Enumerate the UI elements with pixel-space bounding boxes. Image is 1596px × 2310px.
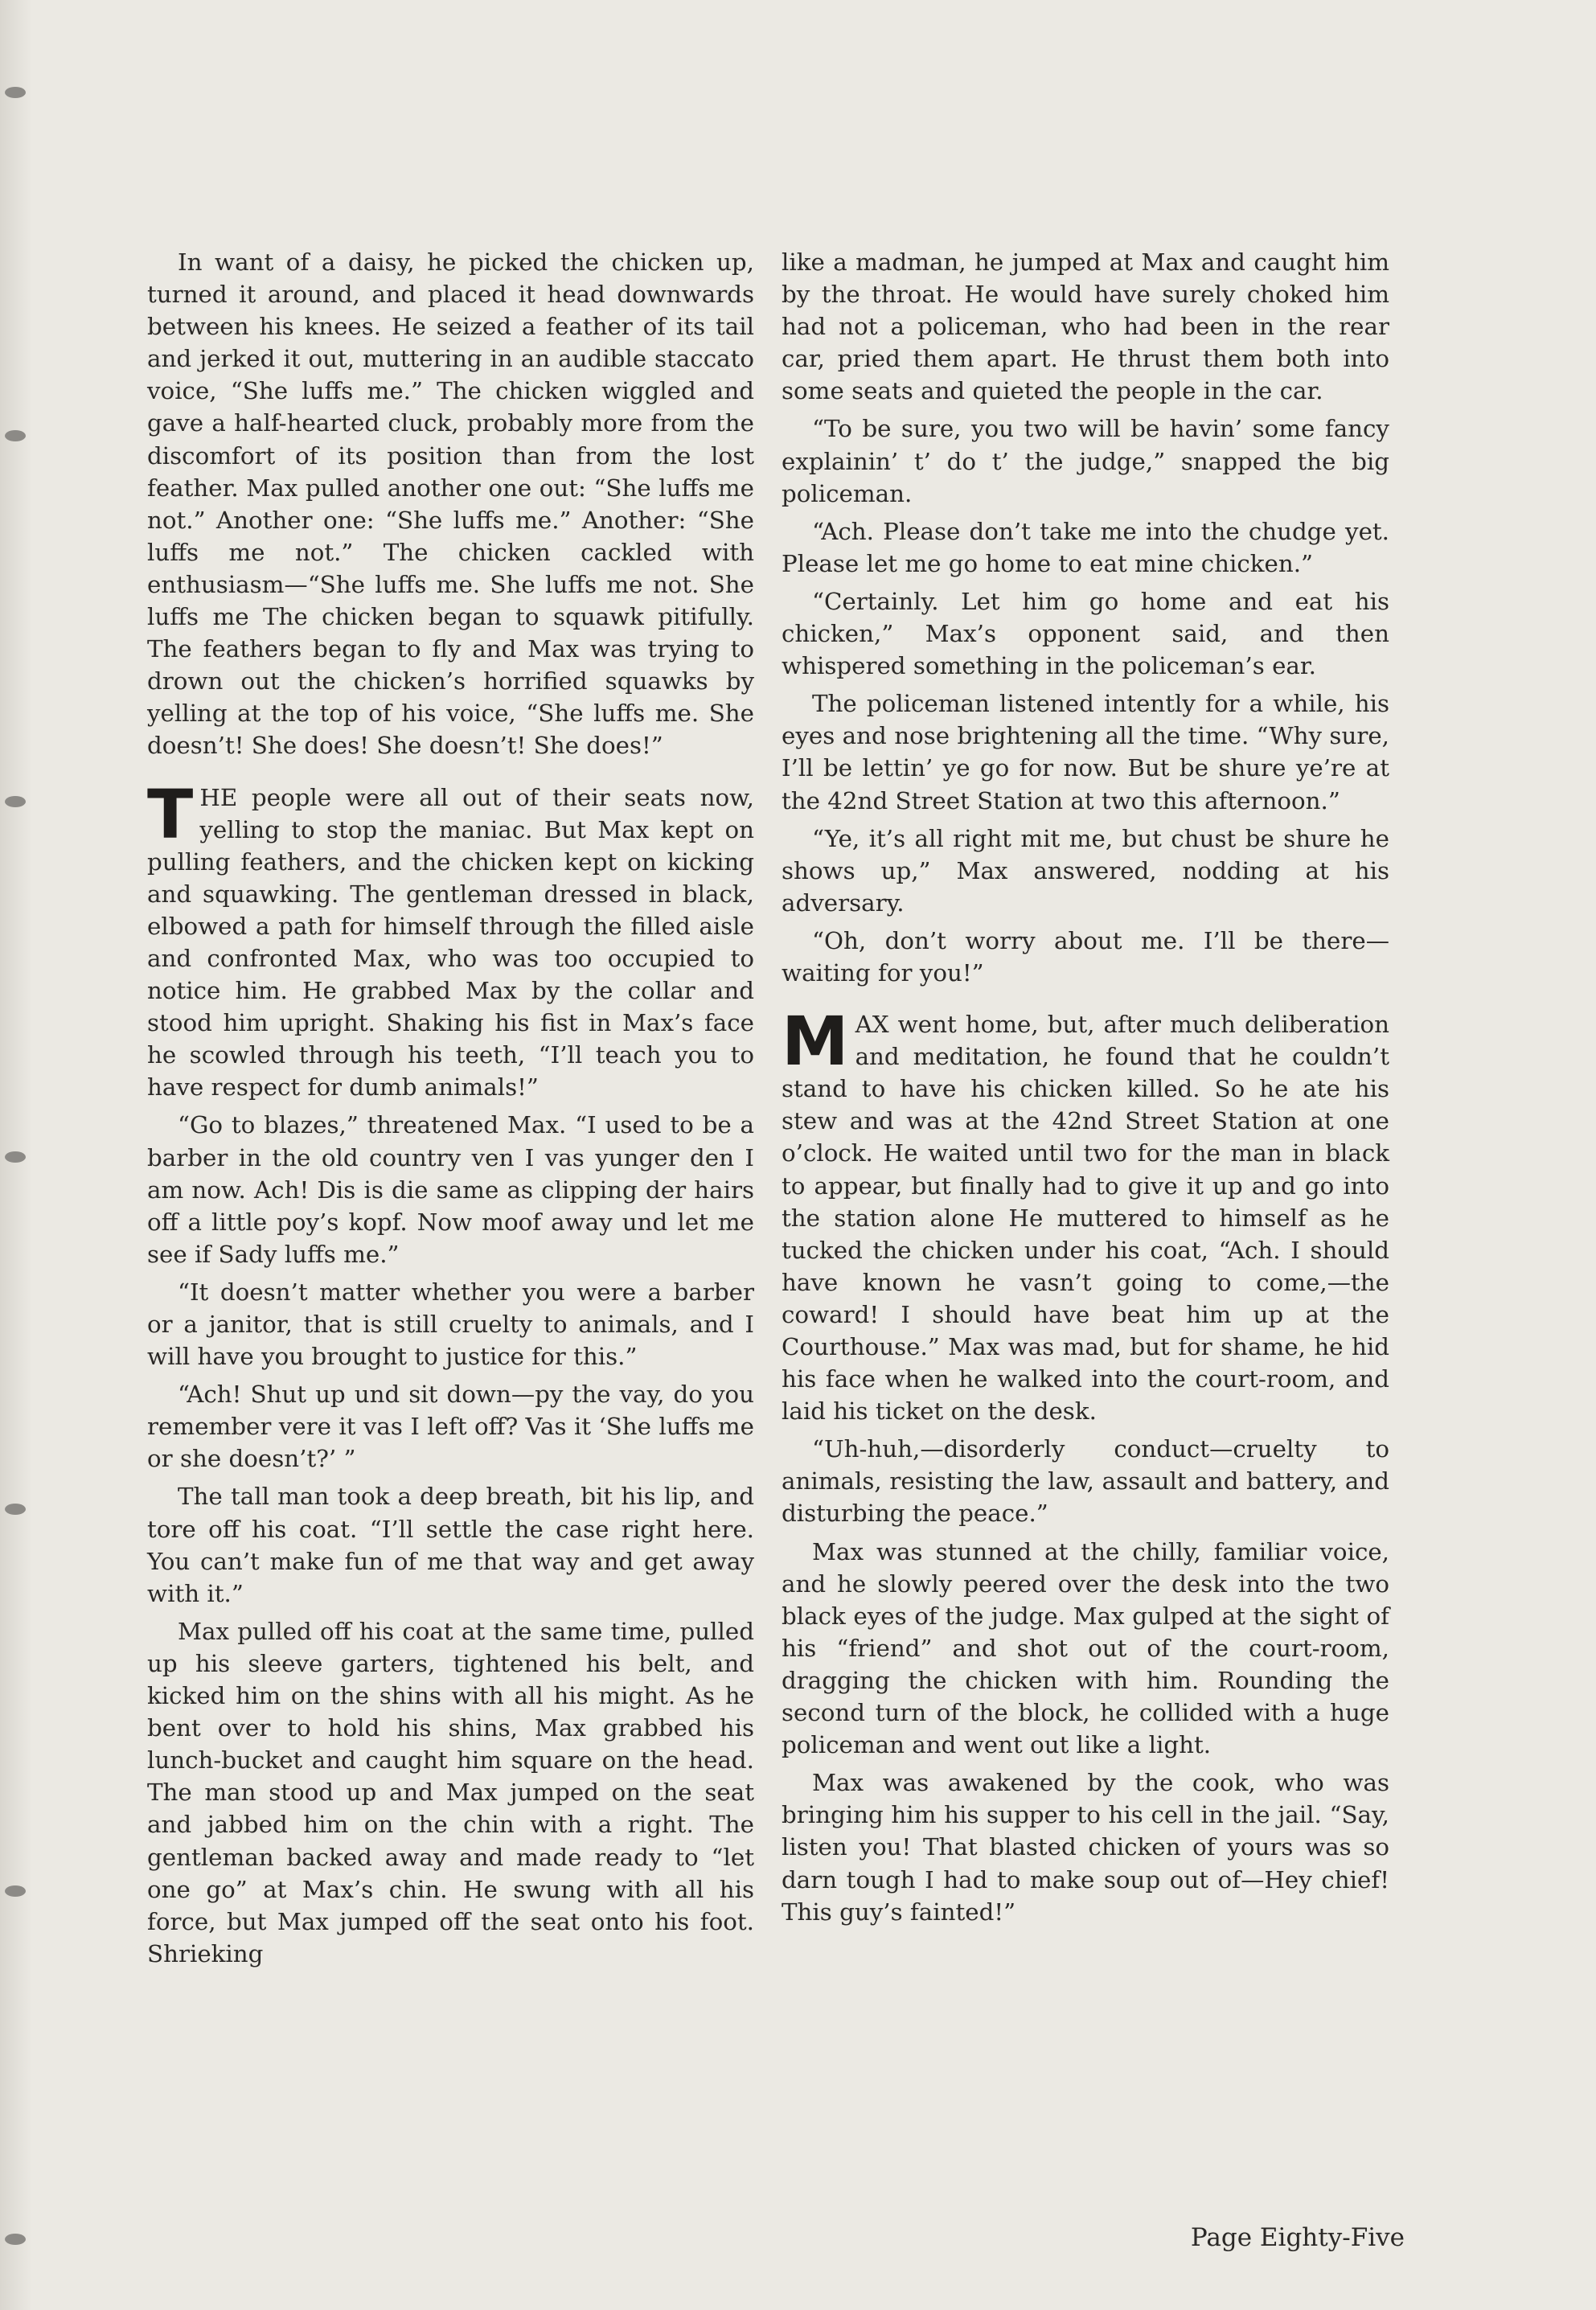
punch-hole-icon (5, 1504, 26, 1515)
paragraph: In want of a daisy, he picked the chicken up, turned it around, and placed it head downwards between his knees. He seized a feather of its tail and jerked it out, muttering in an audible staccato voice, “She luffs me.” The chicken wiggled and gave a half-hearted cluck, probably more from the discomfort of its position than from the lost feather. Max pulled another one out: “She luffs me not.” Another one: “She luffs me.” Another: “She luffs me not.” The chicken cackled with enthusiasm—“She luffs me. She luffs me not. She luffs me The chicken began to squawk pitifully. The feathers began to fly and Max was trying to drown out the chicken’s horrified squawks by yelling at the top of his voice, “She luffs me. She doesn’t! She does! She doesn’t! She does!” (147, 248, 754, 760)
paragraph: “To be sure, you two will be havin’ some fancy explainin’ t’ do t’ the judge,” snapped the big policeman. (782, 415, 1389, 507)
punch-hole-icon (5, 1885, 26, 1897)
paragraph: The tall man took a deep breath, bit his lip, and tore off his coat. “I’ll settle the case right here. You can’t make fun of me that way and get away with it.” (147, 1483, 754, 1607)
paragraph: Max was stunned at the chilly, familiar voice, and he slowly peered over the desk into the two black eyes of the judge. Max gulped at the sight of his “friend” and shot out of the court-room, dragging the chicken with him. Rounding the second turn of the block, he collided with a huge policeman and went out like a light. (782, 1537, 1389, 1759)
punch-hole-icon (5, 1151, 26, 1163)
paragraph: “Oh, don’t worry about me. I’ll be there—waiting for you!” (782, 926, 1389, 987)
drop-cap: T (147, 774, 194, 854)
drop-cap: M (782, 1002, 849, 1081)
punch-hole-icon (5, 2234, 26, 2245)
binding-edge (0, 0, 32, 2310)
paragraph-text: HE people were all out of their seats now, yelling to stop the maniac. But Max kept on pulling feathers, and the chicken kept on kicking and squawking. The gentleman dressed in black, elbowed a path for himself through the filled aisle and confronted Max, who was too occupied to notice him. He grabbed Max by the collar and stood him upright. Shaking his fist in Max’s face he scowled through his teeth, “I’ll teach you to have respect for dumb animals!” (147, 783, 754, 1102)
punch-hole-icon (5, 430, 26, 441)
paragraph: “Go to blazes,” threatened Max. “I used to be a barber in the old country ven I vas yunger den I am now. Ach! Dis is die same as clipping der hairs off a little poy’s kopf. Now moof away und let me see if Sady luffs me.” (147, 1111, 754, 1268)
paragraph: “Uh-huh,—disorderly conduct—cruelty to animals, resisting the law, assault and battery, and disturbing the peace.” (782, 1435, 1389, 1528)
paragraph: “Ye, it’s all right mit me, but chust be shure he shows up,” Max answered, nodding at his adversary. (782, 824, 1389, 917)
punch-hole-icon (5, 796, 26, 807)
page-number: Page Eighty-Five (1190, 2223, 1405, 2252)
punch-hole-icon (5, 87, 26, 98)
left-column (147, 246, 754, 1976)
paragraph: “It doesn’t matter whether you were a barber or a janitor, that is still cruelty to animals, and I will have you brought to justice for this.” (147, 1278, 754, 1371)
paragraph: “Certainly. Let him go home and eat his chicken,” Max’s opponent said, and then whispered something in the policeman’s ear. (782, 587, 1389, 680)
paragraph-dropcap (147, 774, 754, 1104)
paragraph: “Ach! Shut up und sit down—py the vay, do you remember vere it vas I left off? Vas it ‘She luffs me or she doesn’t?’ ” (147, 1381, 754, 1473)
right-column (782, 246, 1389, 1934)
paragraph: Max pulled off his coat at the same time, pulled up his sleeve garters, tightened his belt, and kicked him on the shins with all his might. As he bent over to hold his shins, Max grabbed his lunch-bucket and caught him square on the head. The man stood up and Max jumped on the seat and jabbed him on the chin with a right. The gentleman backed away and made ready to “let one go” at Max’s chin. He swung with all his force, but Max jumped off the seat onto his foot. Shrieking (147, 1617, 754, 1967)
paragraph-text: AX went home, but, after much deliberation and meditation, he found that he couldn’t stand to have his chicken killed. So he ate his stew and was at the 42nd Street Station at one o’clock. He waited until two for the man in black to appear, but finally had to give it up and go into the station alone He muttered to himself as he tucked the chicken under his coat, “Ach. I should have known he vasn’t going to come,—the coward! I should have beat him up at the Courthouse.” Max was mad, but for shame, he hid his face when he walked into the court-room, and laid his ticket on the desk. (782, 1011, 1389, 1426)
paragraph: “Ach. Please don’t take me into the chudge yet. Please let me go home to eat mine chicken.” (782, 517, 1389, 577)
paragraph-dropcap (782, 1002, 1389, 1427)
paragraph-continued: like a madman, he jumped at Max and caught him by the throat. He would have surely choked him had not a policeman, who had been in the rear car, pried them apart. He thrust them both into some seats and quieted the people in the car. (782, 248, 1389, 405)
paragraph: The policeman listened intently for a while, his eyes and nose brightening all the time. “Why sure, I’ll be lettin’ ye go for now. But be shure ye’re at the 42nd Street Station at two this afternoon.” (782, 690, 1389, 814)
paragraph: Max was awakened by the cook, who was bringing him his supper to his cell in the jail. “Say, listen you! That blasted chicken of yours was so darn tough I had to make soup out of—Hey chief! This guy’s fainted!” (782, 1769, 1389, 1926)
